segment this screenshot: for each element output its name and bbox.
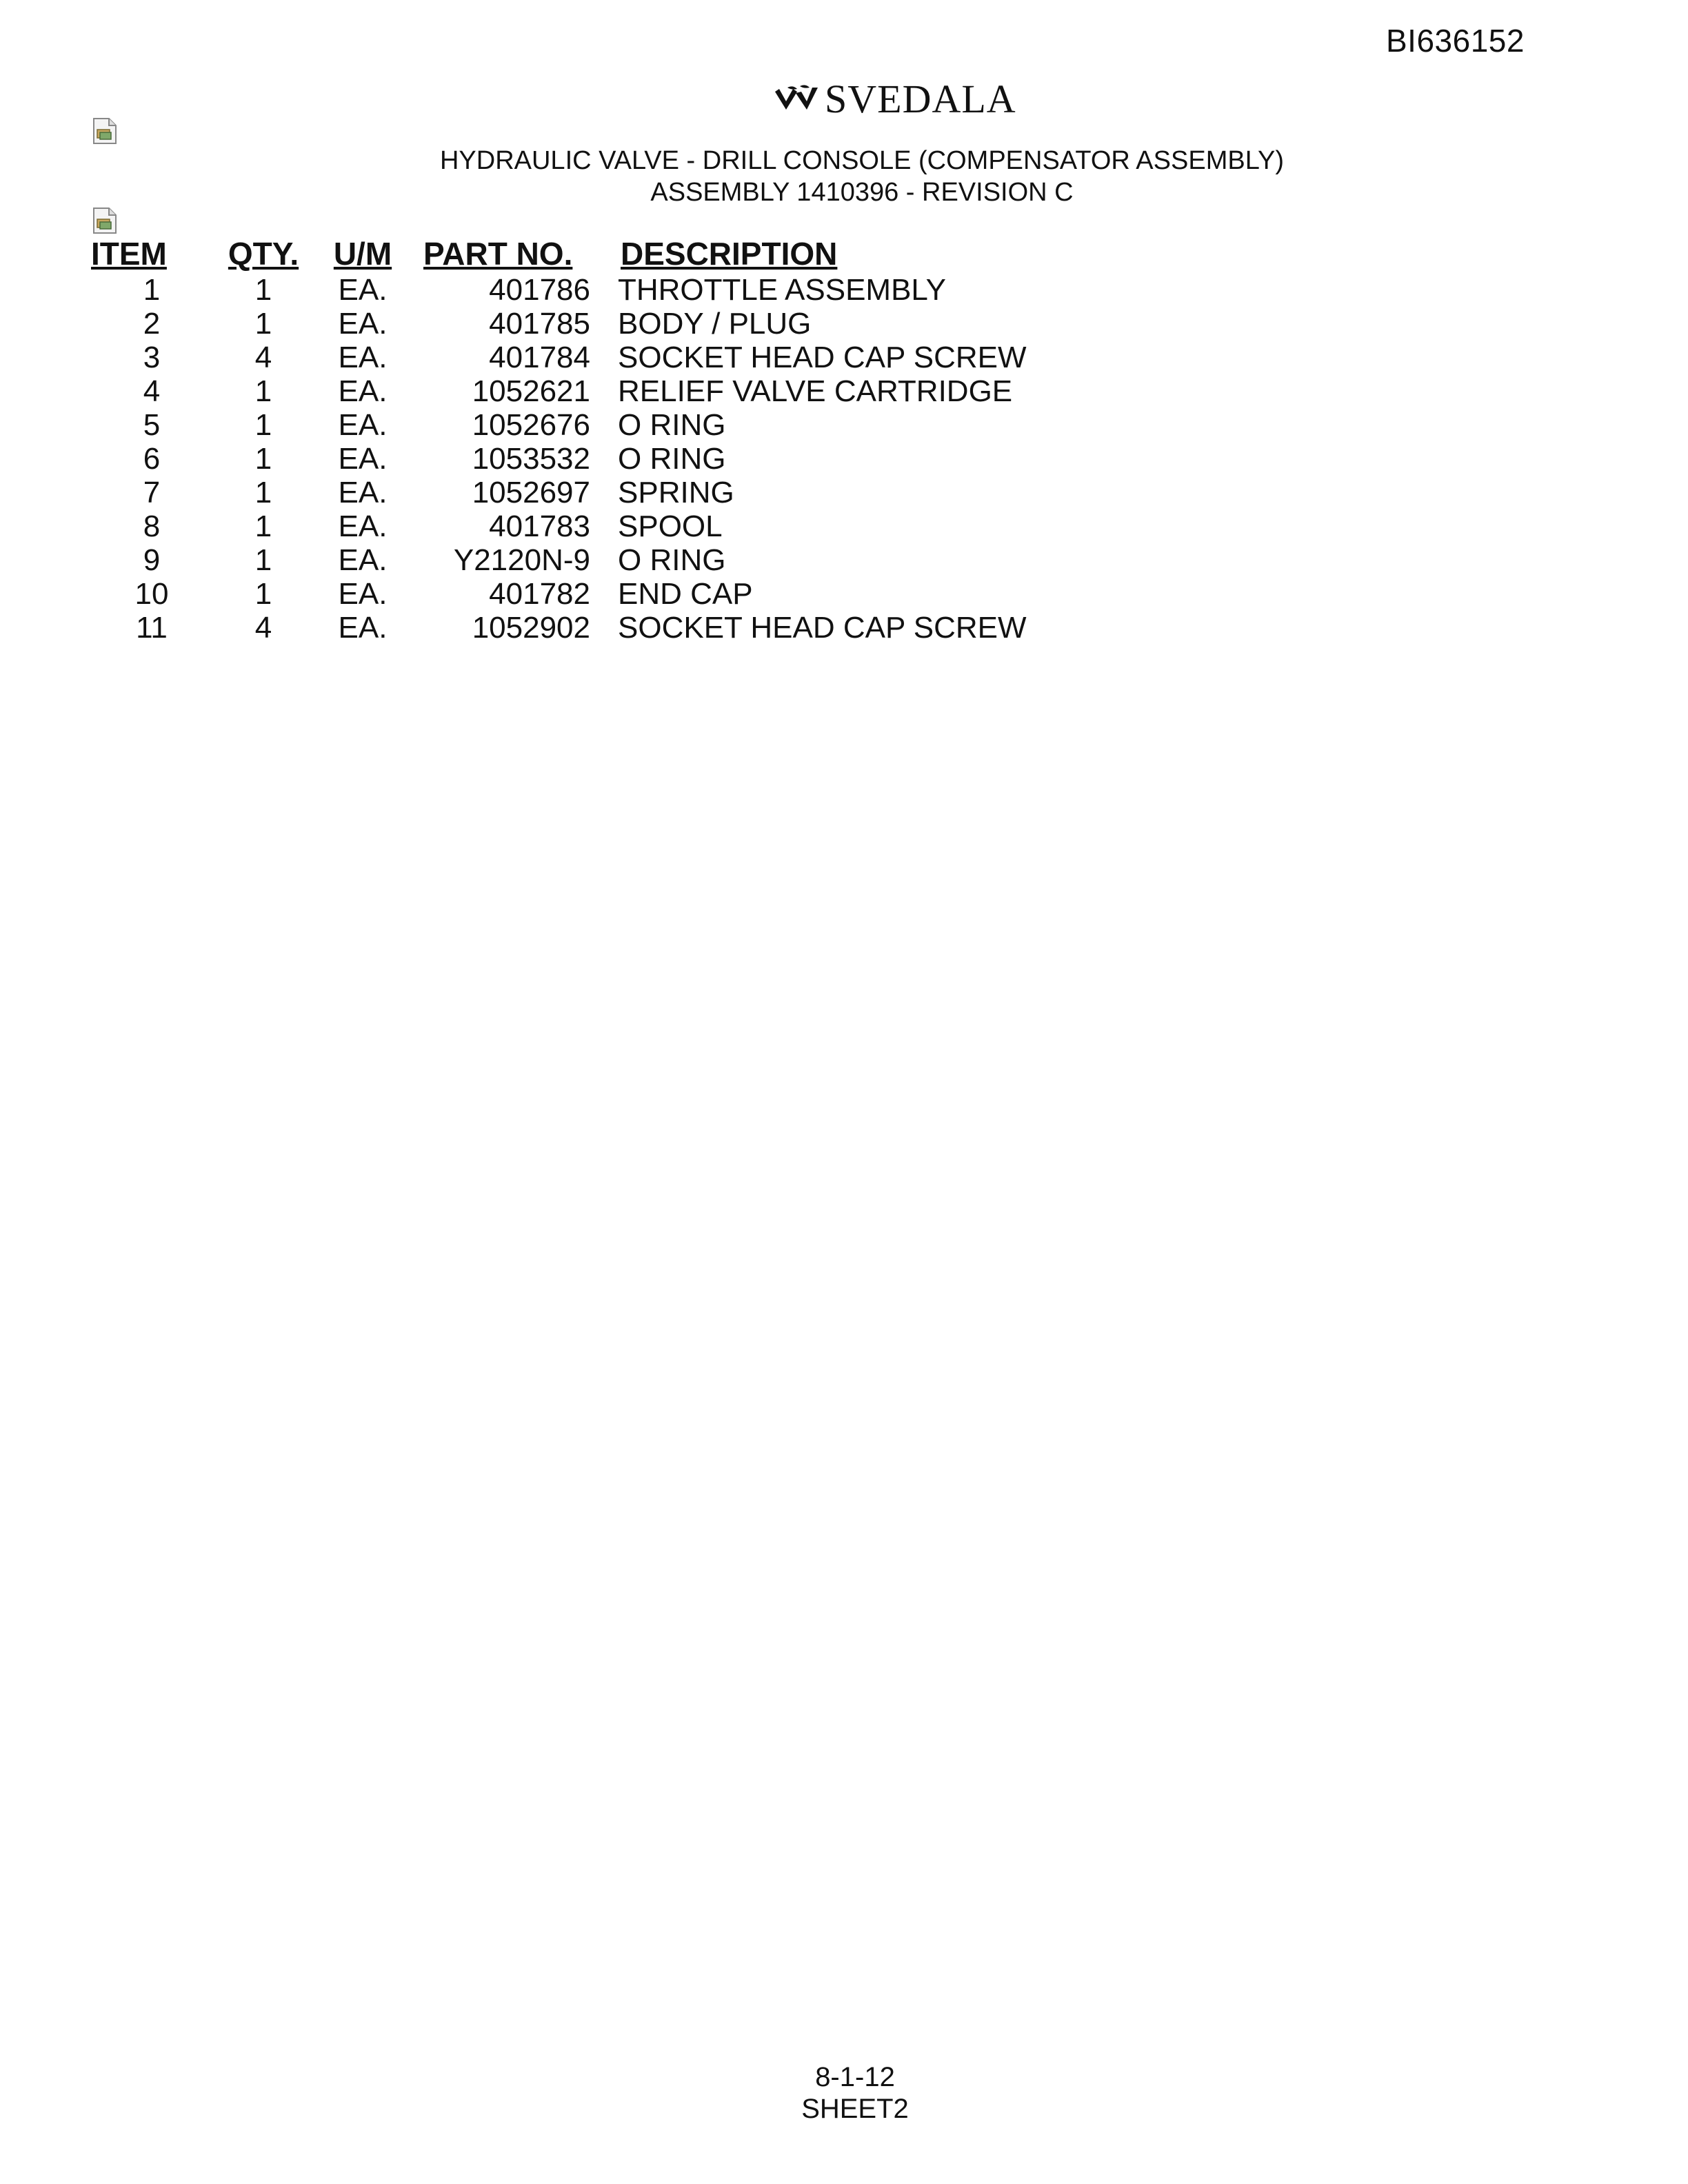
- cell-description: BODY / PLUG: [618, 307, 812, 341]
- cell-qty: 1: [254, 408, 272, 442]
- table-header-row: [91, 234, 1027, 273]
- cell-part-no: 1052697: [472, 476, 590, 509]
- cell-item: 5: [143, 408, 161, 442]
- cell-qty: 1: [254, 577, 272, 611]
- page-footer: [0, 2061, 1688, 2125]
- table-row: [91, 374, 1027, 408]
- table-row: [91, 509, 1027, 543]
- cell-qty: 1: [254, 307, 272, 341]
- column-header-um: U/M: [333, 236, 392, 272]
- parts-table: [91, 234, 1027, 645]
- cell-um: EA.: [338, 509, 388, 543]
- title-line-2: ASSEMBLY 1410396 - REVISION C: [650, 178, 1074, 207]
- cell-um: EA.: [338, 476, 388, 509]
- cell-part-no: 401786: [489, 273, 590, 307]
- table-row: [91, 577, 1027, 611]
- document-id: BI636152: [1386, 23, 1525, 59]
- cell-um: EA.: [338, 611, 388, 645]
- cell-description: SOCKET HEAD CAP SCREW: [618, 341, 1027, 374]
- cell-item: 9: [143, 543, 161, 577]
- cell-description: O RING: [618, 442, 726, 476]
- table-row: [91, 273, 1027, 307]
- cell-part-no: 401783: [489, 509, 590, 543]
- cell-qty: 1: [254, 543, 272, 577]
- cell-description: RELIEF VALVE CARTRIDGE: [618, 374, 1013, 408]
- cell-item: 11: [136, 611, 168, 645]
- cell-qty: 4: [254, 611, 272, 645]
- cell-description: THROTTLE ASSEMBLY: [618, 273, 946, 307]
- cell-qty: 4: [254, 341, 272, 374]
- cell-um: EA.: [338, 577, 388, 611]
- cell-um: EA.: [338, 543, 388, 577]
- broken-image-icon: [92, 117, 117, 145]
- document-title: [0, 145, 1688, 208]
- cell-qty: 1: [254, 509, 272, 543]
- table-row: [91, 408, 1027, 442]
- cell-um: EA.: [338, 374, 388, 408]
- cell-um: EA.: [338, 341, 388, 374]
- cell-item: 8: [143, 509, 161, 543]
- cell-item: 2: [143, 307, 161, 341]
- table-row: [91, 307, 1027, 341]
- svedala-logo-icon: [772, 83, 821, 115]
- cell-qty: 1: [254, 374, 272, 408]
- cell-part-no: 1052621: [472, 374, 590, 408]
- title-line-1: HYDRAULIC VALVE - DRILL CONSOLE (COMPENSATOR ASSEMBLY): [439, 146, 1285, 175]
- cell-part-no: 401785: [489, 307, 590, 341]
- cell-qty: 1: [254, 476, 272, 509]
- column-header-qty: QTY.: [228, 236, 299, 272]
- cell-part-no: Y2120N-9: [453, 543, 590, 577]
- table-row: [91, 611, 1027, 645]
- logo-text: SVEDALA: [825, 77, 1016, 121]
- cell-part-no: 1052676: [472, 408, 590, 442]
- cell-item: 10: [134, 577, 169, 611]
- column-header-description: DESCRIPTION: [621, 236, 838, 272]
- svedala-logo: [772, 76, 1016, 122]
- table-row: [91, 341, 1027, 374]
- cell-description: SOCKET HEAD CAP SCREW: [618, 611, 1027, 645]
- cell-um: EA.: [338, 273, 388, 307]
- table-row: [91, 543, 1027, 577]
- sheet-label: SHEET2: [801, 2094, 909, 2124]
- cell-um: EA.: [338, 442, 388, 476]
- cell-item: 4: [143, 374, 161, 408]
- cell-qty: 1: [254, 273, 272, 307]
- cell-um: EA.: [338, 307, 388, 341]
- cell-item: 7: [143, 476, 161, 509]
- broken-image-icon: [92, 207, 117, 234]
- cell-description: SPRING: [618, 476, 734, 509]
- cell-item: 1: [143, 273, 161, 307]
- cell-description: END CAP: [618, 577, 753, 611]
- page-reference: 8-1-12: [815, 2062, 895, 2092]
- cell-part-no: 1052902: [472, 611, 590, 645]
- cell-description: O RING: [618, 543, 726, 577]
- column-header-part-no: PART NO.: [423, 236, 573, 272]
- cell-part-no: 1053532: [472, 442, 590, 476]
- cell-item: 3: [143, 341, 161, 374]
- cell-description: SPOOL: [618, 509, 723, 543]
- cell-part-no: 401782: [489, 577, 590, 611]
- cell-part-no: 401784: [489, 341, 590, 374]
- column-header-item: ITEM: [91, 236, 167, 272]
- table-row: [91, 442, 1027, 476]
- cell-um: EA.: [338, 408, 388, 442]
- cell-item: 6: [143, 442, 161, 476]
- cell-qty: 1: [254, 442, 272, 476]
- cell-description: O RING: [618, 408, 726, 442]
- table-row: [91, 476, 1027, 509]
